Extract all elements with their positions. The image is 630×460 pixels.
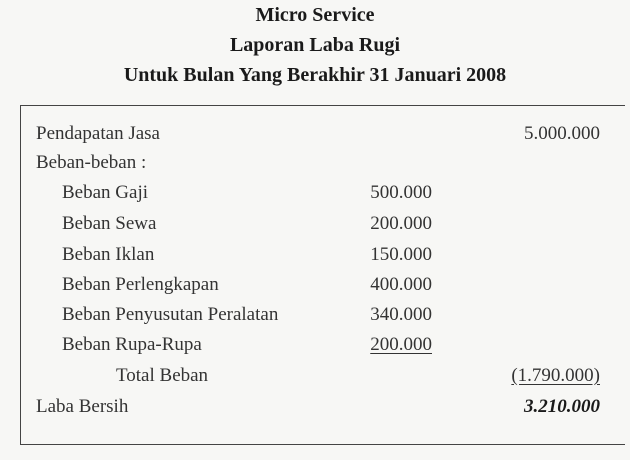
net-income-row [0,392,630,422]
expenses-heading-row [0,148,630,178]
expense-row [0,270,630,300]
expense-label: Beban Perlengkapan [62,274,219,295]
expense-value: 200.000 [370,213,432,234]
expense-value: 340.000 [370,304,432,325]
company-name: Micro Service [255,4,375,26]
expense-label: Beban Penyusutan Peralatan [62,304,279,325]
total-expenses-row [0,361,630,391]
revenue-value: 5.000.000 [524,123,600,144]
revenue-row [0,119,630,149]
expense-label: Beban Rupa-Rupa [62,334,202,355]
report-period: Untuk Bulan Yang Berakhir 31 Januari 2008 [123,64,507,86]
expense-label: Beban Gaji [62,182,149,203]
expense-label: Beban Sewa [62,213,157,234]
revenue-label: Pendapatan Jasa [36,123,160,144]
expense-row [0,330,630,360]
expense-value: 150.000 [370,244,432,265]
expenses-heading: Beban-beban : [36,152,147,173]
expense-row [0,178,630,208]
expense-row [0,300,630,330]
expense-value: 200.000 [370,334,432,355]
net-income-label: Laba Bersih [36,396,129,417]
total-expenses-label: Total Beban [116,365,209,386]
report-title: Laporan Laba Rugi [229,34,401,56]
expense-row [0,209,630,239]
total-expenses-value: (1.790.000) [511,365,600,386]
expense-value: 500.000 [370,182,432,203]
expense-label: Beban Iklan [62,244,155,265]
expense-row [0,240,630,270]
expense-value: 400.000 [370,274,432,295]
net-income-value: 3.210.000 [524,396,600,417]
